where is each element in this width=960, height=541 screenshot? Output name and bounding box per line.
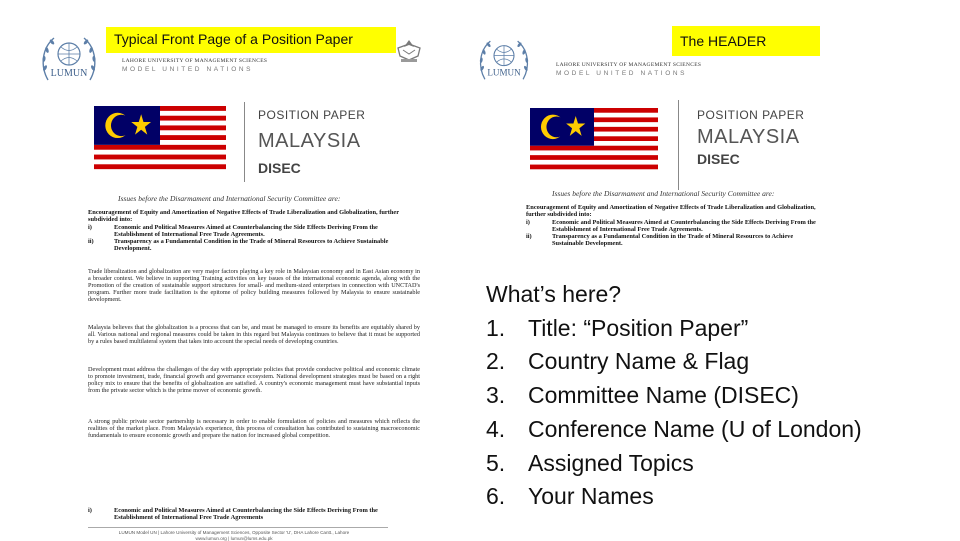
subtopic [88,238,418,253]
topic-heading-text: Economic and Political Measures Aimed at Counterbalancing the Side Effects Deriving From the Establishment of International Free Trade Agreements [114,507,378,522]
country-name: MALAYSIA [258,130,361,152]
position-paper-title: POSITION PAPER [258,108,366,122]
footer-rule [88,527,388,528]
list-item-number: 2. [486,348,506,375]
list-item-text: Country Name & Flag [528,348,750,375]
topic-heading [88,507,418,522]
footer-address: LUMUN Model UN | Lahore University of Management Sciences, Opposite Sector 'U', DHA Lahore Cantt., Lahore [118,530,350,535]
subtopic [526,233,826,248]
list-item [486,447,862,481]
subtopic-number: ii) [88,238,94,246]
whats-here-list [486,278,862,514]
footer-contact: www.lumun.org | lumun@lums.edu.pk [195,536,273,541]
committee-name: DISEC [697,151,740,167]
org-name: LAHORE UNIVERSITY OF MANAGEMENT SCIENCES [556,62,702,68]
subtopic [526,219,826,234]
list-item-number: 5. [486,449,506,476]
header-callout: The HEADER [672,26,820,56]
list-item-text: Committee Name (DISEC) [528,382,799,409]
org-subtitle: MODEL UNITED NATIONS [122,66,254,73]
list-item-text: Your Names [528,483,654,510]
body-paragraph: Development must address the challenges of the day with appropriate policies that provide conducive political and economic climate to promote investment, trade, financial growth and governance ecosystem. National development strategies must be based on a right policy mix to ensure that the benefits of globalization are satisfied. A country's economic management must have substantial inputs from the private sector which is the prime mover of economic growth. [88,366,420,395]
topic-main: Encouragement of Equity and Amortization of Negative Effects of Trade Liberalization and Globalization, further subdivided into: [88,209,399,224]
subtopic-number: ii) [526,233,532,241]
org-subtitle: MODEL UNITED NATIONS [556,70,688,77]
topic-heading-number: i) [88,507,92,514]
list-item-text: Assigned Topics [528,449,694,476]
topic-main: Encouragement of Equity and Amortization of Negative Effects of Trade Liberalization and Globalization, further subdivided into: [526,204,816,219]
subtopic-number: i) [88,223,92,231]
lums-crest-icon [834,32,836,58]
title-divider [678,100,679,190]
position-paper-front-page [26,14,442,540]
topics-block [88,209,418,253]
whats-here-title: What’s here? [486,281,622,307]
list-item [486,480,862,514]
list-item [486,413,862,447]
list-item [486,379,862,413]
title-divider [244,102,245,182]
front-page-callout: Typical Front Page of a Position Paper [106,27,396,53]
list-item-number: 1. [486,314,506,341]
issues-heading: Issues before the Disarmament and International Security Committee are: [552,189,775,198]
committee-name: DISEC [258,160,301,176]
issues-heading: Issues before the Disarmament and International Security Committee are: [118,194,341,203]
list-item-number: 3. [486,382,506,409]
lumun-logo [474,32,534,92]
country-name: MALAYSIA [697,126,800,148]
position-paper-title: POSITION PAPER [697,108,805,122]
malaysia-flag [530,108,658,174]
subtopic-text: Transparency as a Fundamental Condition in the Trade of Mineral Resources to Achieve Sustainable Development. [114,238,389,253]
list-item-number: 6. [486,483,506,510]
position-paper-header-crop [466,26,836,266]
malaysia-flag [94,106,226,174]
org-name: LAHORE UNIVERSITY OF MANAGEMENT SCIENCES [122,58,268,64]
subtopic-text: Economic and Political Measures Aimed at Counterbalancing the Side Effects Deriving From the Establishment of International Free Trade Agreements. [114,223,378,238]
list-item-text: Title: “Position Paper” [528,314,749,341]
topics-block [526,204,826,248]
list-item-text: Conference Name (U of London) [528,415,862,442]
lumun-logo-text: LUMUN [487,67,521,78]
list-item [486,312,862,346]
subtopic-number: i) [526,218,530,226]
body-paragraph: A strong public private sector partnership is necessary in order to enable formulation of policies and measures which reflects the realities of the market place. From Malaysia's experience, this process of consultation has contributed to sustaining macroeconomic fundamentals to ensure economic growth and prepare the nation for increased global competition. [88,418,420,440]
list-item-number: 4. [486,415,506,442]
subtopic-text: Economic and Political Measures Aimed at Counterbalancing the Side Effects Deriving From the Establishment of International Free Trade Agreements. [552,218,816,233]
list-item [486,345,862,379]
lumun-logo-text: LUMUN [50,68,88,79]
lums-crest-icon [394,38,424,64]
body-paragraph: Malaysia believes that the globalization is a process that can be, and must be managed to ensure its benefits are equitably shared by all. Various national and regional measures could be taken in this regard but Malaysia continues to believe that it must be supported by a rules based multilateral system that takes into account the special needs of developing countries. [88,324,420,346]
body-paragraph: Trade liberalization and globalization are very major factors playing a key role in Malaysian economy and in East Asian economy in a broader context. We believe in supporting Training activities on key issues of the international economic agenda, along with the Promotion of the creation of sustainable support structures for small- and medium-sized enterprises in connection with UNCTAD's program. Further more trade facilitation is the epitome of policy building measures followed by Malaysia to ensure sustainable development. [88,268,420,304]
subtopic-text: Transparency as a Fundamental Condition in the Trade of Mineral Resources to Achieve Sustainable Development. [552,233,794,248]
subtopic [88,224,418,239]
lumun-logo [36,28,102,94]
